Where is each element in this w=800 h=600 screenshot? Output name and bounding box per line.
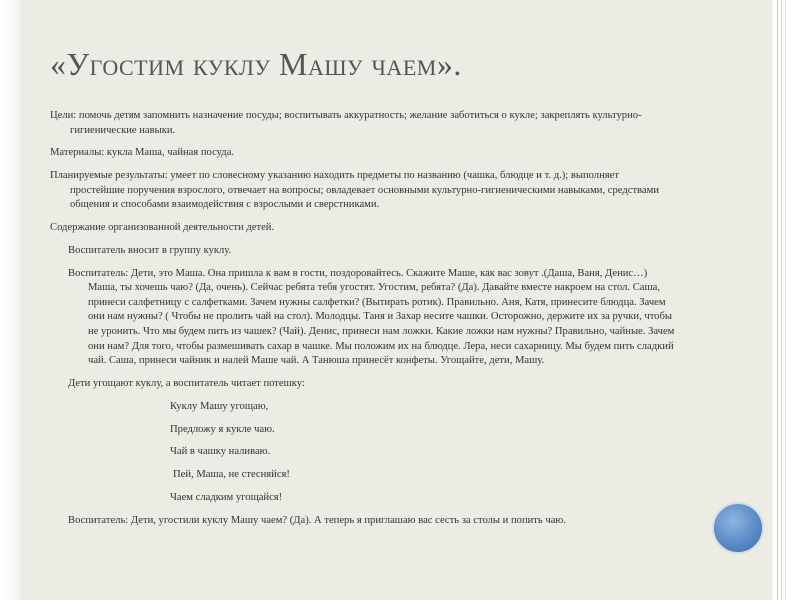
right-rule	[777, 0, 778, 600]
right-rule	[781, 0, 782, 600]
content-heading: Содержание организованной деятельности детей.	[50, 222, 275, 234]
poem-line: Чаем сладким угощайся!	[170, 491, 283, 503]
poem-line: Куклу Машу угощаю,	[170, 400, 269, 412]
slide-title: «Угостим куклу Машу чаем».	[50, 46, 462, 82]
decorative-circle	[712, 502, 764, 554]
right-rule	[785, 0, 786, 600]
slide-body	[50, 109, 675, 537]
results-paragraph: Планируемые результаты: умеет по словесному указанию находить предметы по названию (чашка, блюдце и т. д.); выполняет простейшие поручения взрослого, отвечает на вопросы; овладевает основными культурно-гигиеническими навыками, средствами общения и способами взаимодействия с взрослыми и сверстниками.	[50, 170, 659, 211]
left-margin	[0, 0, 22, 600]
teacher-closing-paragraph: Воспитатель: Дети, угостили куклу Машу чаем? (Да). А теперь я приглашаю вас сесть за столы и попить чаю.	[68, 514, 566, 526]
poem-line: Предложу я кукле чаю.	[170, 423, 275, 435]
teacher-intro-paragraph: Воспитатель вносит в группу куклу.	[68, 244, 232, 256]
teacher-dialogue-paragraph: Воспитатель: Дети, это Маша. Она пришла к вам в гости, поздоровайтесь. Скажите Маше, как вас зовут .(Даша, Ваня, Денис…) Маша, ты хочешь чаю? (Да, очень). Сейчас ребята тебя угостят. Угостим, ребята? (Да). Давайте вместе накроем на стол. Саша, принеси салфетницу с салфетками. Зачем нужны салфетки? (Вытирать ротик). Правильно. Аня, Катя, принесите блюдца. Зачем они нам нужны? ( Чтобы не пролить чай на стол). Молодцы. Таня и Захар несите чашки. Осторожно, держите их за ручки, чтобы не уронить. Что мы будем пить из чашек? (Чай). Денис, принеси нам ложки. Какие ложки нам нужны? Правильно, чайные. Зачем они нам? Для того, чтобы размешивать сахар в чашке. Мы положим их на блюдце. Лера, неси сахарницу. Мы будем пить сладкий чай. Саша, принеси чайник и налей Маше чай. А Танюша принесёт конфеты. Угощайте, дети, Машу.	[68, 267, 675, 367]
goals-paragraph: Цели: помочь детям запомнить назначение посуды; воспитывать аккуратность; желание заботиться о кукле; закреплять культурно-гигиенические навыки.	[50, 110, 642, 136]
materials-paragraph: Материалы: кукла Маша, чайная посуда.	[50, 147, 235, 159]
children-treat-paragraph: Дети угощают куклу, а воспитатель читает потешку:	[68, 378, 305, 390]
poem-line: Чай в чашку наливаю.	[170, 446, 271, 458]
poem-line: Пей, Маша, не стесняйся!	[173, 469, 290, 481]
